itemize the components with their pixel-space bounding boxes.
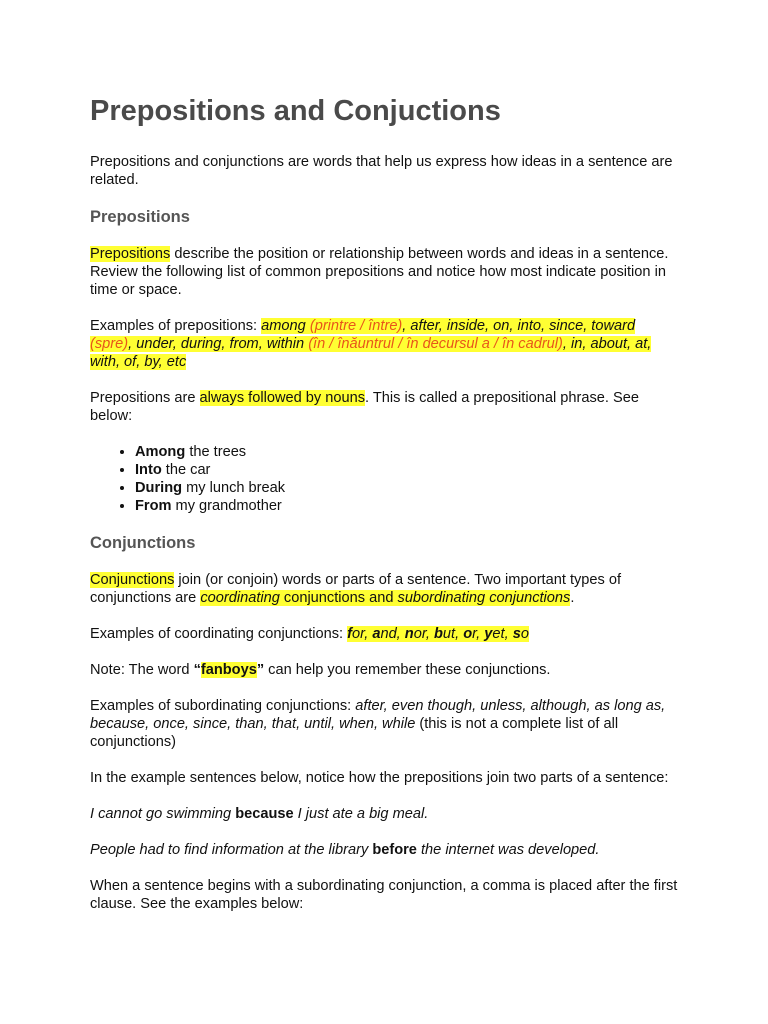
fanboys-letter: b [434, 626, 443, 642]
phrase-rest: the trees [185, 444, 247, 460]
conjunction-word: because [235, 806, 294, 822]
sentence-text: the internet was developed. [416, 842, 600, 858]
fanboys-word: fanboys [200, 662, 257, 678]
list-item [135, 479, 680, 497]
comma-rule-paragraph: When a sentence begins with a subordinating conjunction, a comma is placed after the first clause. See the examples below: [90, 878, 678, 912]
fanboys-rest: o [520, 626, 529, 642]
quote-mark: “ [193, 662, 201, 678]
fanboys-rest: nd, [380, 626, 405, 642]
phrase-preposition: Into [135, 462, 162, 478]
conjunctions-term: Conjunctions [90, 572, 175, 588]
note-text: can help you remember these conjunctions. [264, 662, 551, 678]
conjunction-word: before [372, 842, 417, 858]
fanboys-rest: or, [352, 626, 373, 642]
example-text: , after, inside, on, into, since, toward [402, 318, 636, 334]
document-content [90, 93, 680, 931]
fanboys-letter: s [512, 626, 521, 642]
note-text: Note: The word [90, 662, 194, 678]
prepositions-examples [90, 317, 680, 371]
translation-text: (în / înăuntrul / în decursul a / în cadrul) [308, 336, 563, 352]
example-text: among [261, 318, 310, 334]
coordinating-examples-label: Examples of coordinating conjunctions: [90, 626, 348, 642]
sentence-end: . [570, 590, 575, 606]
intro-paragraph: Prepositions and conjunctions are words that help us express how ideas in a sentence are related. [90, 154, 673, 188]
prepositions-heading: Prepositions [90, 208, 190, 226]
fanboys-rest: or, [413, 626, 434, 642]
translation-text: (printre / între) [309, 318, 403, 334]
conjunctions-definition-text: join (or conjoin) words or parts of a sentence. Two important types of conjunctions are [90, 572, 622, 606]
list-item [135, 443, 680, 461]
subordinating-examples [90, 697, 680, 751]
prepositions-definition [90, 245, 680, 299]
paragraph-text: . This is called a prepositional phrase. See below: [90, 390, 639, 424]
phrase-preposition: Among [135, 444, 186, 460]
example-sentence-1 [90, 805, 680, 823]
phrase-preposition: During [135, 480, 183, 496]
fanboys-rest: et, [492, 626, 513, 642]
translation-text: (spre) [90, 336, 129, 352]
phrase-rest: my grandmother [171, 498, 282, 514]
coordinating-term: coordinating [200, 590, 280, 606]
example-sentence-2 [90, 841, 680, 859]
example-text: , under, during, from, within [128, 336, 309, 352]
sentence-text: People had to find information at the library [90, 842, 373, 858]
phrase-rest: the car [161, 462, 211, 478]
list-item [135, 461, 680, 479]
fanboys-rest: r, [472, 626, 485, 642]
fanboys-letter: y [484, 626, 493, 642]
fanboys-list [347, 626, 529, 642]
sentence-text: I cannot go swimming [90, 806, 236, 822]
sentence-text: I just ate a big meal. [293, 806, 429, 822]
subordinating-term: subordinating conjunctions [397, 590, 571, 606]
list-item [135, 497, 680, 515]
fanboys-letter: a [372, 626, 381, 642]
fanboys-rest: ut, [442, 626, 464, 642]
prepositional-phrase-list [90, 443, 680, 515]
example-text: , in, about, at, with, of, by, etc [90, 336, 652, 370]
types-connector: conjunctions and [279, 590, 398, 606]
prepositions-followed-paragraph [90, 389, 680, 425]
conjunctions-definition [90, 571, 680, 607]
subordinating-note: (this is not a complete list of all conjunctions) [90, 716, 619, 750]
prepositions-term: Prepositions [90, 246, 171, 262]
fanboys-letter: n [404, 626, 414, 642]
subordinating-list: after, even though, unless, although, as long as, because, once, since, than, that, until, when, while [90, 698, 666, 732]
quote-mark: ” [256, 662, 265, 678]
phrase-preposition: From [135, 498, 172, 514]
subordinating-examples-label: Examples of subordinating conjunctions: [90, 698, 356, 714]
page-title: Prepositions and Conjuctions [90, 95, 501, 127]
prepositions-definition-text: describe the position or relationship between words and ideas in a sentence. Review the following list of common prepositions and notice how most indicate position in time or space. [90, 246, 669, 298]
fanboys-letter: o [463, 626, 473, 642]
followed-by-nouns-highlight: always followed by nouns [199, 390, 366, 406]
example-intro: In the example sentences below, notice how the prepositions join two parts of a sentence: [90, 770, 669, 786]
conjunction-types-highlight [200, 590, 570, 606]
prepositions-examples-label: Examples of prepositions: [90, 318, 262, 334]
phrase-rest: my lunch break [182, 480, 286, 496]
fanboys-letter: f [347, 626, 353, 642]
fanboys-note [90, 661, 680, 679]
paragraph-text: Prepositions are [90, 390, 200, 406]
conjunctions-heading: Conjunctions [90, 534, 196, 552]
coordinating-examples [90, 625, 680, 643]
